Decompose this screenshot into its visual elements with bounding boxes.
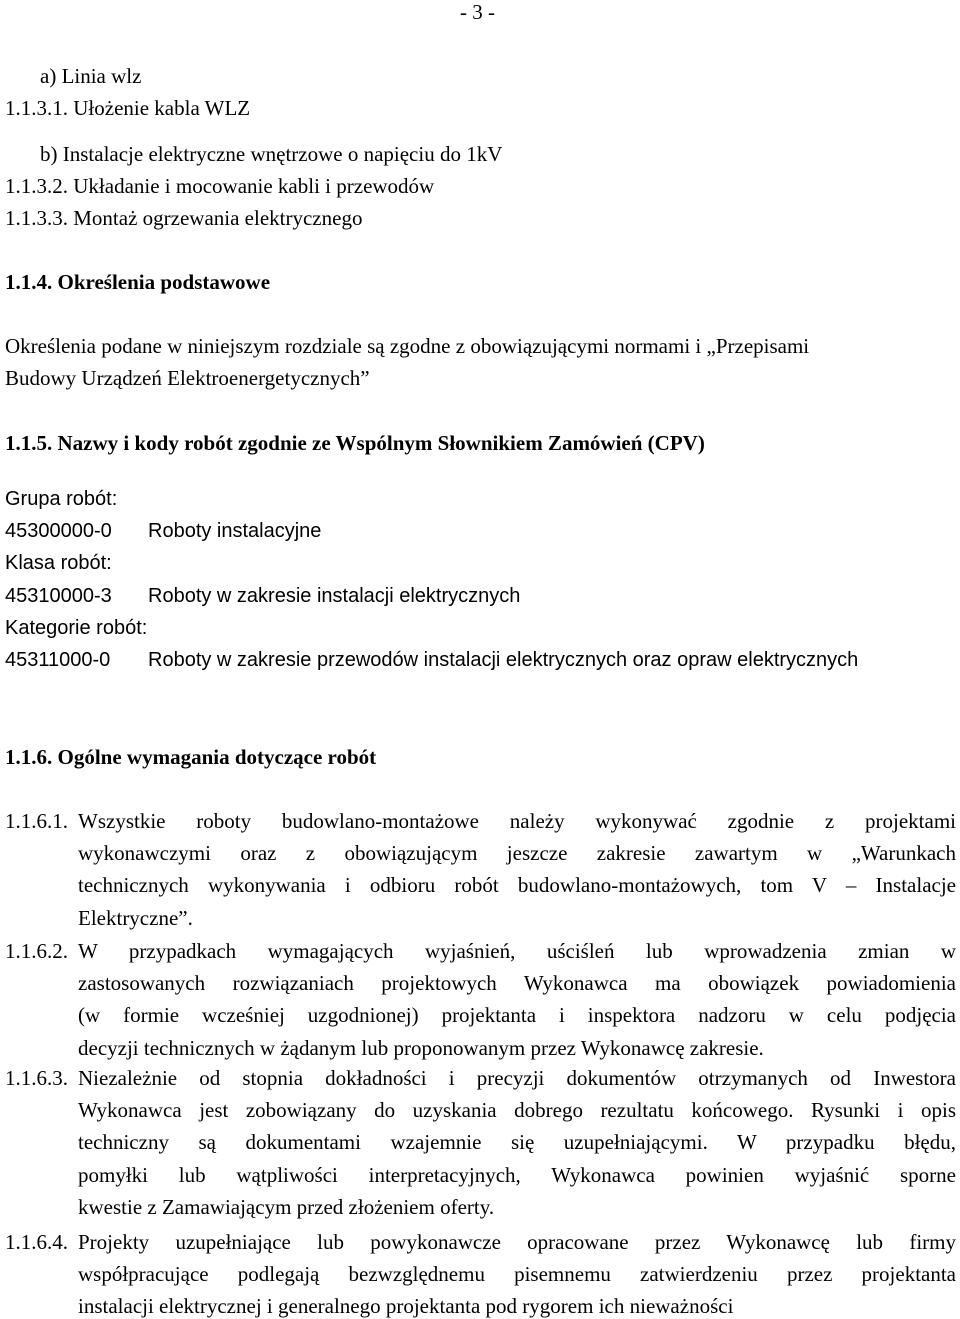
category-desc: Roboty w zakresie przewodów instalacji elektrycznych oraz opraw elektrycznych <box>148 649 859 671</box>
requirement-number: 1.1.6.4. <box>5 1230 68 1254</box>
section-114-para-line1: Określenia podane w niniejszym rozdziale są zgodne z obowiązującymi normami i „Przepisami <box>5 334 810 358</box>
list-item-a: a) Linia wlz <box>40 64 142 88</box>
class-code-row <box>5 586 520 606</box>
requirement-text-line: wykonawczymi oraz z obowiązującym jeszcze zakresie zawartym w „Warunkach <box>78 841 956 866</box>
list-item-b-sub1: 1.1.3.2. Układanie i mocowanie kabli i przewodów <box>5 174 435 198</box>
requirement-number: 1.1.6.1. <box>5 809 68 833</box>
group-code-row <box>5 521 321 541</box>
requirement-text-line: Elektryczne”. <box>78 905 193 930</box>
section-heading-115: 1.1.5. Nazwy i kody robót zgodnie ze Wspólnym Słownikiem Zamówień (CPV) <box>5 431 705 455</box>
list-item-b: b) Instalacje elektryczne wnętrzowe o napięciu do 1kV <box>40 142 503 166</box>
requirement-text-line: (w formie wcześniej uzgodnionej) projektanta i inspektora nadzoru w celu podjęcia <box>78 1003 956 1028</box>
requirement-text-line: kwestie z Zamawiającym przed złożeniem oferty. <box>78 1194 495 1219</box>
requirement-text-line: decyzji technicznych w żądanym lub proponowanym przez Wykonawcę zakresie. <box>78 1035 764 1060</box>
category-code-row <box>5 650 858 670</box>
requirement-text-line: techniczny są dokumentami wzajemnie się uzupełniającymi. W przypadku błędu, <box>78 1130 956 1155</box>
requirement-text-line: pomyłki lub wątpliwości interpretacyjnych, Wykonawca powinien wyjaśnić sporne <box>78 1162 956 1187</box>
list-item-b-sub2: 1.1.3.3. Montaż ogrzewania elektrycznego <box>5 206 363 230</box>
requirement-text-line: współpracujące podlegają bezwzględnemu pisemnemu zatwierdzeniu przez projektanta <box>78 1262 956 1287</box>
requirement-text-line: instalacji elektrycznej i generalnego projektanta pod rygorem ich nieważności <box>78 1294 734 1319</box>
category-code: 45311000-0 <box>5 649 111 671</box>
requirement-text-line: Niezależnie od stopnia dokładności i precyzji dokumentów otrzymanych od Inwestora <box>78 1066 956 1090</box>
section-heading-114: 1.1.4. Określenia podstawowe <box>5 270 271 294</box>
class-label: Klasa robót: <box>5 552 112 574</box>
group-desc: Roboty instalacyjne <box>148 520 322 542</box>
requirement-text-line: Projekty uzupełniające lub powykonawcze opracowane przez Wykonawcę lub firmy <box>78 1230 956 1254</box>
class-code: 45310000-3 <box>5 585 112 607</box>
list-item-a-sub: 1.1.3.1. Ułożenie kabla WLZ <box>5 96 251 120</box>
requirement-text-line: technicznych wykonywania i odbioru robót budowlano-montażowych, tom V – Instalacje <box>78 873 956 898</box>
requirement-number: 1.1.6.2. <box>5 939 68 963</box>
page-number: - 3 - <box>460 0 495 24</box>
requirement-text-line: zastosowanych rozwiązaniach projektowych Wykonawca ma obowiązek powiadomienia <box>78 971 956 996</box>
requirement-text-line: W przypadkach wymagających wyjaśnień, uściśleń lub wprowadzenia zmian w <box>78 939 956 963</box>
requirement-text-line: Wszystkie roboty budowlano-montażowe należy wykonywać zgodnie z projektami <box>78 809 956 833</box>
section-114-para-line2: Budowy Urządzeń Elektroenergetycznych” <box>5 366 370 390</box>
requirement-text-line: Wykonawca jest zobowiązany do uzyskania dobrego rezultatu końcowego. Rysunki i opis <box>78 1098 956 1123</box>
group-label: Grupa robót: <box>5 488 118 510</box>
group-code: 45300000-0 <box>5 520 112 542</box>
class-desc: Roboty w zakresie instalacji elektrycznych <box>148 585 521 607</box>
section-heading-116: 1.1.6. Ogólne wymagania dotyczące robót <box>5 745 377 769</box>
requirement-number: 1.1.6.3. <box>5 1066 68 1090</box>
category-label: Kategorie robót: <box>5 617 148 639</box>
